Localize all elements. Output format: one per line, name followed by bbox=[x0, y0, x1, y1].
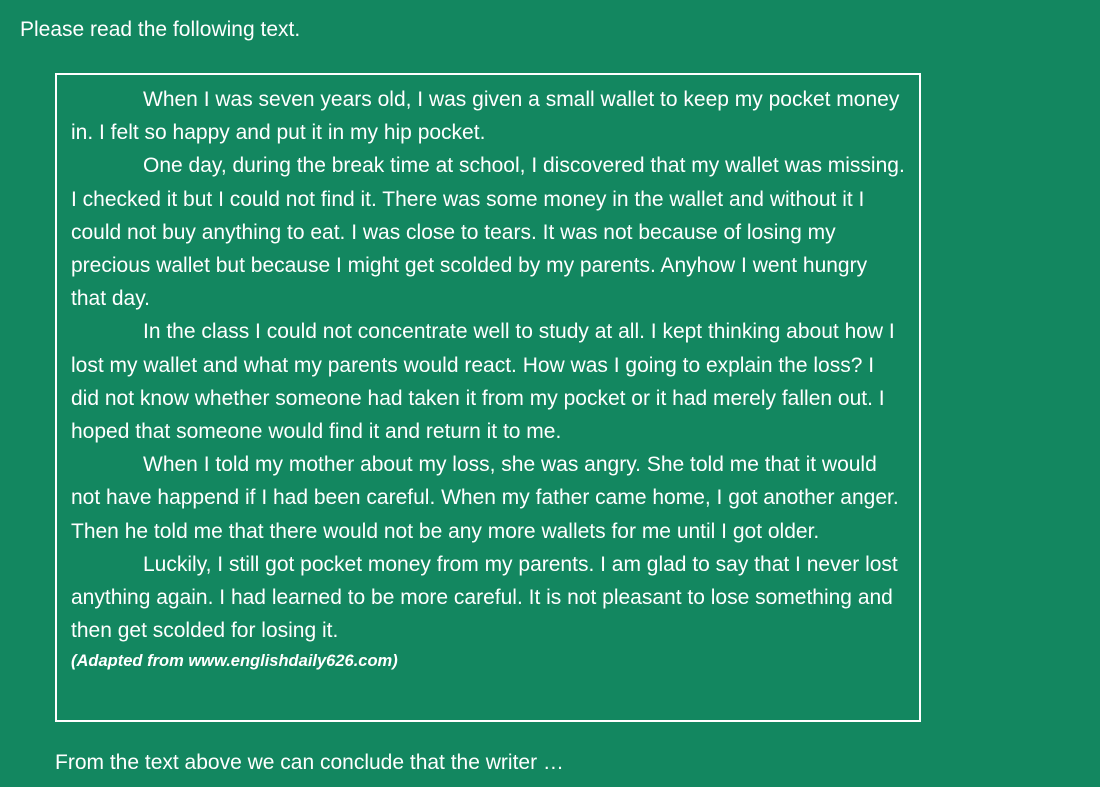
passage-source: (Adapted from www.englishdaily626.com) bbox=[71, 652, 398, 671]
question-text: From the text above we can conclude that the writer … bbox=[55, 751, 564, 774]
reading-passage-box bbox=[55, 73, 921, 722]
passage-paragraph-3: In the class I could not concentrate well to study at all. I kept thinking about how I lost my wallet and what my parents would react. How was I going to explain the loss? I did not know whether someone had taken it from my pocket or it had merely fallen out. I hoped that someone would find it and return it to me. bbox=[71, 320, 895, 444]
passage-paragraph-4: When I told my mother about my loss, she was angry. She told me that it would not have happend if I had been careful. When my father came home, I got another anger. Then he told me that there would not be any more wallets for me until I got older. bbox=[71, 453, 899, 543]
passage-paragraph-1: When I was seven years old, I was given a small wallet to keep my pocket money in. I felt so happy and put it in my hip pocket. bbox=[71, 88, 900, 145]
passage-paragraph-2: One day, during the break time at school, I discovered that my wallet was missing. I checked it but I could not find it. There was some money in the wallet and without it I could not buy anything to eat. I was close to tears. It was not because of losing my precious wallet but because I might get scolded by my parents. Anyhow I went hungry that day. bbox=[71, 154, 905, 311]
instruction-text: Please read the following text. bbox=[20, 18, 301, 41]
passage-paragraph-5: Luckily, I still got pocket money from my parents. I am glad to say that I never lost anything again. I had learned to be more careful. It is not pleasant to lose something and then get scolded for losing it. bbox=[71, 552, 898, 643]
